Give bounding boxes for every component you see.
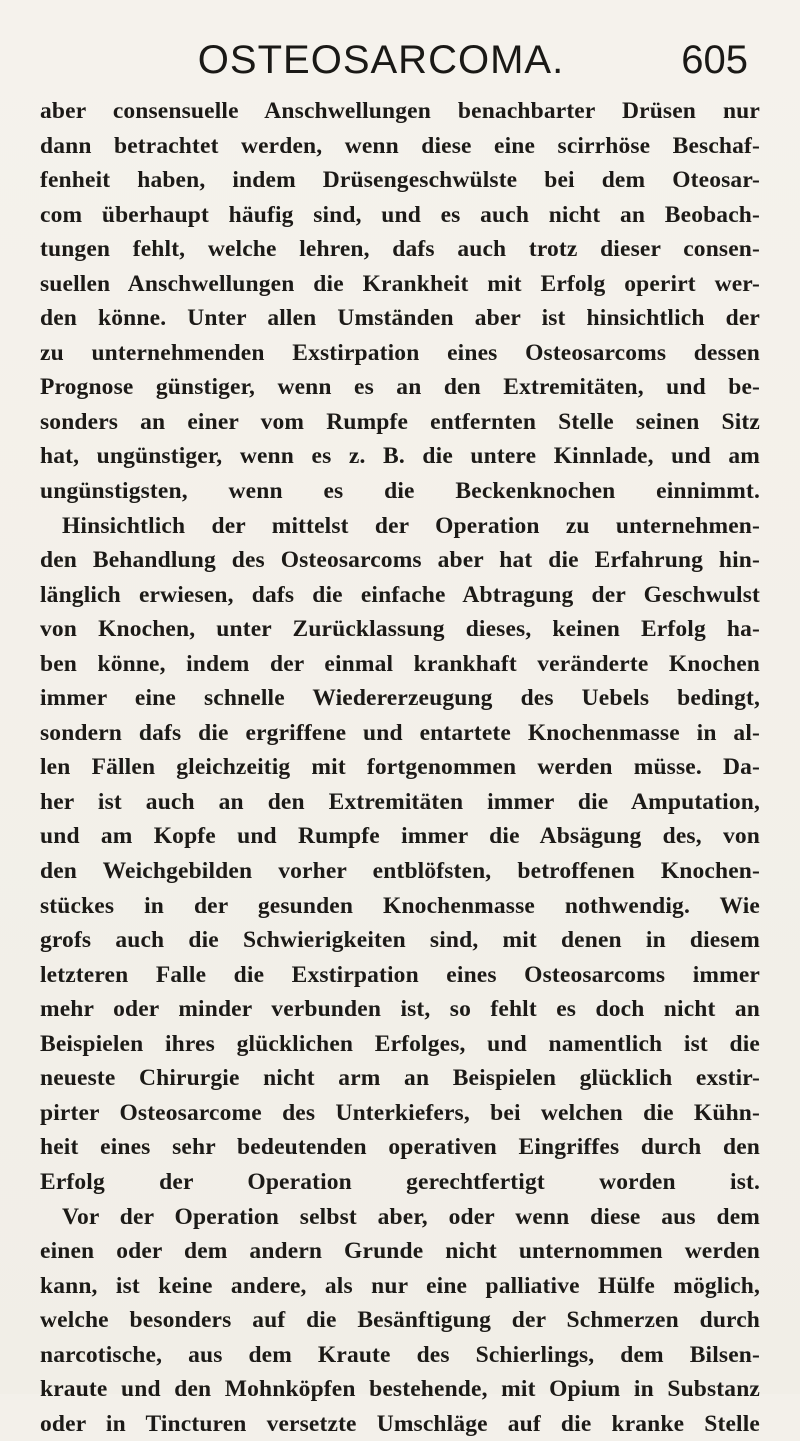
text-line: stückes in der gesunden Knochenmasse nothwendig. Wie (40, 892, 760, 919)
text-line: hat, ungünstiger, wenn es z. B. die untere Kinnlade, und am (40, 443, 760, 470)
text-line: len Fällen gleichzeitig mit fortgenommen werden müsse. Da- (40, 754, 760, 781)
text-line: tungen fehlt, welche lehren, dafs auch trotz dieser consen- (40, 236, 760, 263)
text-line: und am Kopfe und Rumpfe immer die Absägung des, von (40, 823, 760, 850)
text-line: länglich erwiesen, dafs die einfache Abtragung der Geschwulst (40, 581, 760, 608)
running-title: OSTEOSARCOMA. (197, 38, 565, 82)
running-head (0, 36, 800, 84)
text-line: kraute und den Mohnköpfen bestehende, mit Opium in Substanz (40, 1376, 760, 1403)
text-line: einen oder dem andern Grunde nicht unternommen werden (40, 1238, 760, 1265)
text-line: Vor der Operation selbst aber, oder wenn diese aus dem (62, 1203, 760, 1230)
text-line: Prognose günstiger, wenn es an den Extremitäten, und be- (40, 374, 760, 401)
text-line: Erfolg der Operation gerechtfertigt worden ist. (40, 1168, 760, 1195)
text-line: her ist auch an den Extremitäten immer die Amputation, (40, 788, 760, 815)
text-line: mehr oder minder verbunden ist, so fehlt es doch nicht an (40, 996, 760, 1023)
text-line: kann, ist keine andere, als nur eine palliative Hülfe möglich, (40, 1272, 760, 1299)
text-line: zu unternehmenden Exstirpation eines Osteosarcoms dessen (40, 339, 760, 366)
text-line: ben könne, indem der einmal krankhaft veränderte Knochen (40, 650, 760, 677)
body-text (40, 94, 760, 1441)
text-line: fenheit haben, indem Drüsengeschwülste bei dem Oteosar- (40, 167, 760, 194)
text-line: aber consensuelle Anschwellungen benachbarter Drüsen nur (40, 98, 760, 124)
text-line: sonders an einer vom Rumpfe entfernten Stelle seinen Sitz (40, 408, 760, 435)
text-line: grofs auch die Schwierigkeiten sind, mit denen in diesem (40, 927, 760, 954)
text-line: von Knochen, unter Zurücklassung dieses, keinen Erfolg ha- (40, 616, 760, 643)
text-line: den Behandlung des Osteosarcoms aber hat die Erfahrung hin- (40, 547, 760, 574)
text-line: letzteren Falle die Exstirpation eines Osteosarcoms immer (40, 961, 760, 988)
text-line: welche besonders auf die Besänftigung der Schmerzen durch (40, 1307, 760, 1334)
text-line: Beispielen ihres glücklichen Erfolges, und namentlich ist die (40, 1030, 760, 1057)
text-line: neueste Chirurgie nicht arm an Beispielen glücklich exstir- (40, 1065, 760, 1092)
text-line: ungünstigsten, wenn es die Beckenknochen einnimmt. (40, 478, 760, 505)
text-line: narcotische, aus dem Kraute des Schierlings, dem Bilsen- (40, 1341, 760, 1368)
text-line: oder in Tincturen versetzte Umschläge auf die kranke Stelle (40, 1410, 760, 1437)
text-line: pirter Osteosarcome des Unterkiefers, bei welchen die Kühn- (40, 1099, 760, 1126)
text-line: suellen Anschwellungen die Krankheit mit Erfolg operirt wer- (40, 270, 760, 297)
text-line: heit eines sehr bedeutenden operativen Eingriffes durch den (40, 1134, 760, 1161)
text-line: sondern dafs die ergriffene und entartete Knochenmasse in al- (40, 719, 760, 746)
text-line: com überhaupt häufig sind, und es auch nicht an Beobach- (40, 201, 760, 228)
text-line: immer eine schnelle Wiedererzeugung des Uebels bedingt, (40, 685, 760, 712)
text-line: den Weichgebilden vorher entblöfsten, betroffenen Knochen- (40, 858, 760, 885)
text-line: dann betrachtet werden, wenn diese eine scirrhöse Beschaf- (40, 132, 760, 159)
text-line: Hinsichtlich der mittelst der Operation zu unternehmen- (62, 512, 760, 539)
text-line: den könne. Unter allen Umständen aber ist hinsichtlich der (40, 305, 760, 332)
page-number: 605 (681, 38, 748, 82)
